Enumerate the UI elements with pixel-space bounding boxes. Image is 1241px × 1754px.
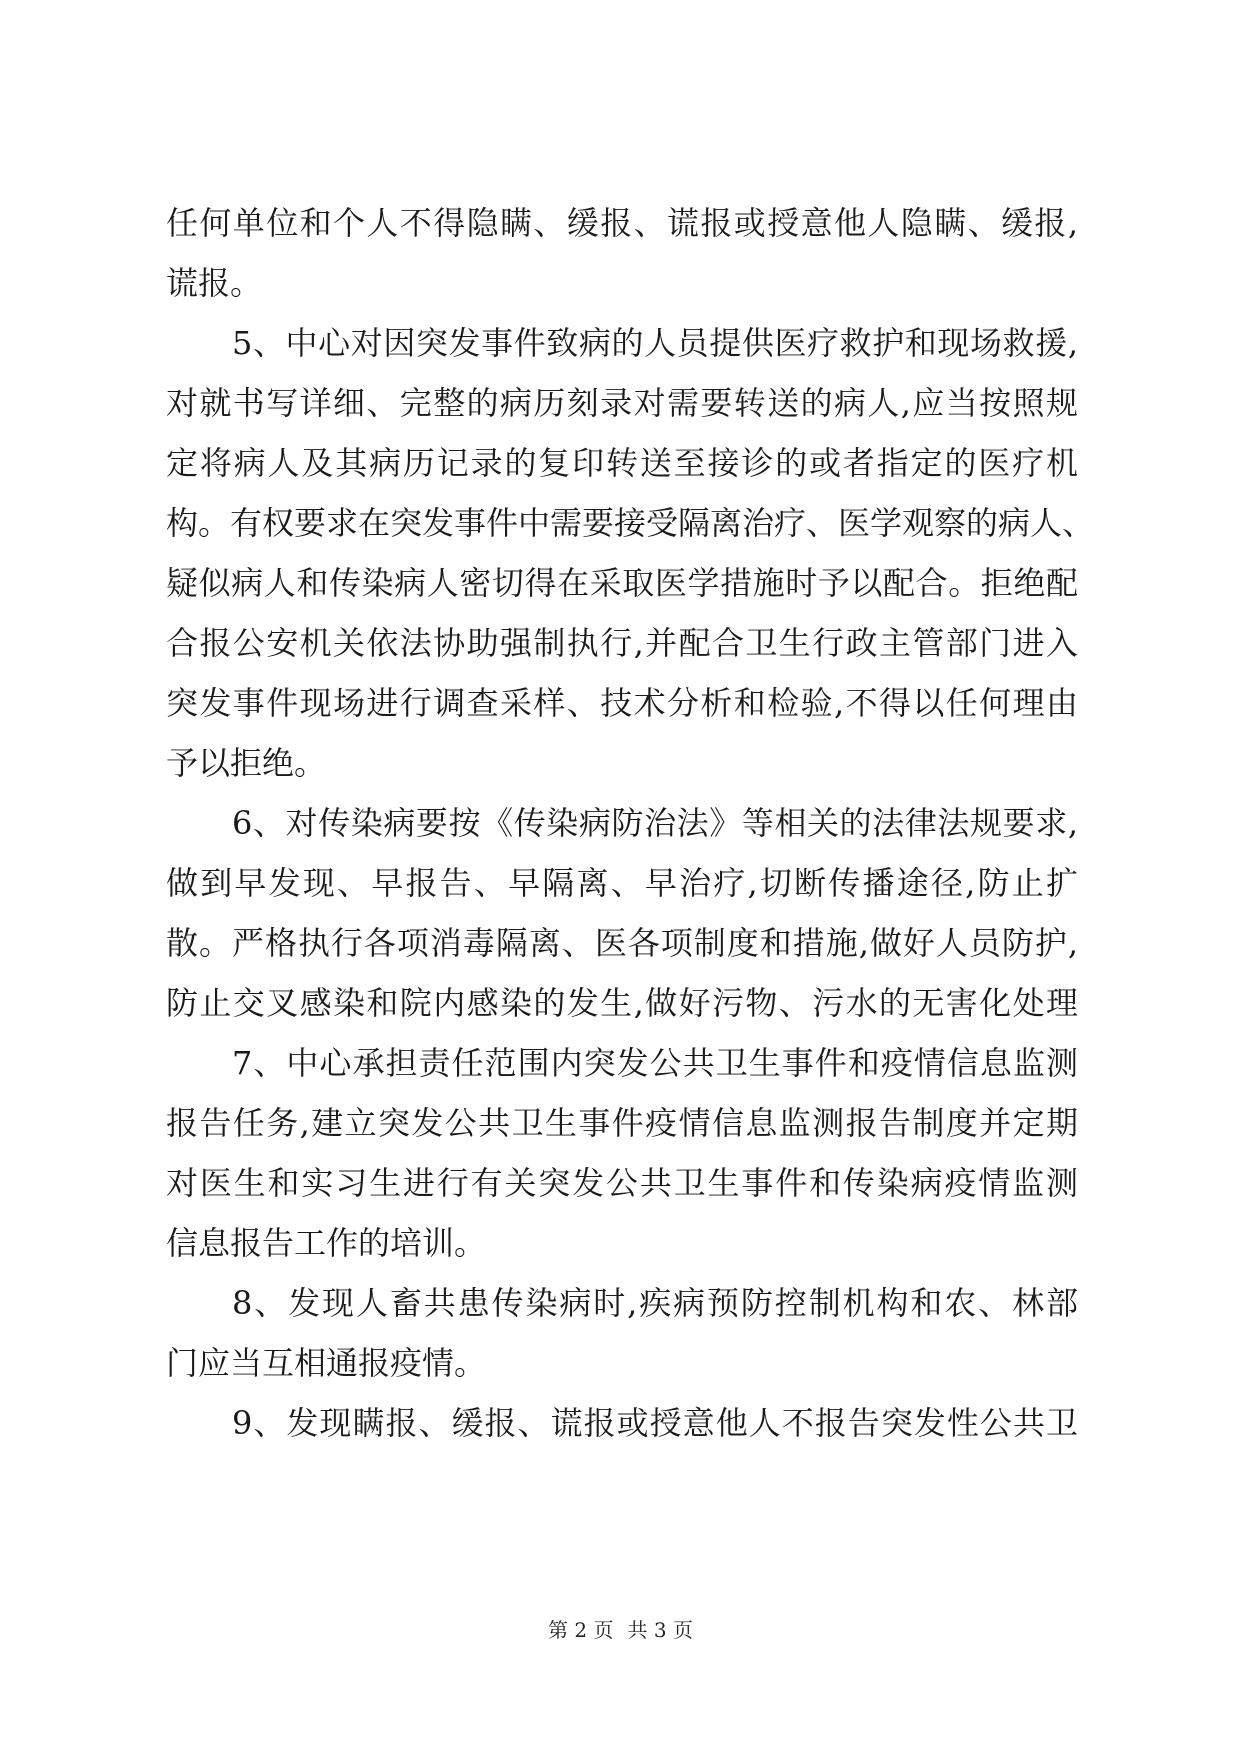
paragraph-7-start: 7、中心承担责任范围内突发公共卫生事件和疫情信息监测 — [232, 1044, 1078, 1082]
paragraph-8-start: 8、发现人畜共患传染病时,疾病预防控制机构和农、林部 — [232, 1284, 1078, 1322]
text-line: 散。严格执行各项消毒隔离、医各项制度和措施,做好人员防护, — [166, 924, 1078, 962]
text-line: 合报公安机关依法协助强制执行,并配合卫生行政主管部门进入 — [166, 624, 1078, 662]
paragraph-5-start: 5、中心对因突发事件致病的人员提供医疗救护和现场救援, — [232, 324, 1078, 362]
text-line: 突发事件现场进行调查采样、技术分析和检验,不得以任何理由 — [166, 684, 1078, 722]
body-text — [166, 193, 1095, 1453]
page-number: 第 2 页 — [548, 1618, 614, 1642]
text-line: 信息报告工作的培训。 — [166, 1224, 487, 1262]
text-line: 任何单位和个人不得隐瞒、缓报、谎报或授意他人隐瞒、缓报, — [166, 204, 1078, 242]
text-line: 谎报。 — [166, 264, 263, 302]
text-line: 防止交叉感染和院内感染的发生,做好污物、污水的无害化处理 — [166, 984, 1078, 1022]
text-line: 予以拒绝。 — [166, 744, 327, 782]
text-line: 构。有权要求在突发事件中需要接受隔离治疗、医学观察的病人、 — [166, 504, 1095, 542]
text-line: 对就书写详细、完整的病历刻录对需要转送的病人,应当按照规 — [166, 384, 1078, 422]
paragraph-6-start: 6、对传染病要按《传染病防治法》等相关的法律法规要求, — [232, 804, 1078, 842]
text-line: 做到早发现、早报告、早隔离、早治疗,切断传播途径,防止扩 — [166, 864, 1078, 902]
text-line: 定将病人及其病历记录的复印转送至接诊的或者指定的医疗机 — [166, 444, 1078, 482]
text-line: 对医生和实习生进行有关突发公共卫生事件和传染病疫情监测 — [166, 1164, 1078, 1202]
page-total: 共 3 页 — [627, 1618, 693, 1642]
text-line: 门应当互相通报疫情。 — [166, 1344, 487, 1382]
page-footer — [0, 1616, 1241, 1644]
paragraph-9-start: 9、发现瞒报、缓报、谎报或授意他人不报告突发性公共卫 — [232, 1404, 1078, 1442]
text-line: 疑似病人和传染病人密切得在采取医学措施时予以配合。拒绝配 — [166, 564, 1078, 602]
text-line: 报告任务,建立突发公共卫生事件疫情信息监测报告制度并定期 — [166, 1104, 1078, 1142]
